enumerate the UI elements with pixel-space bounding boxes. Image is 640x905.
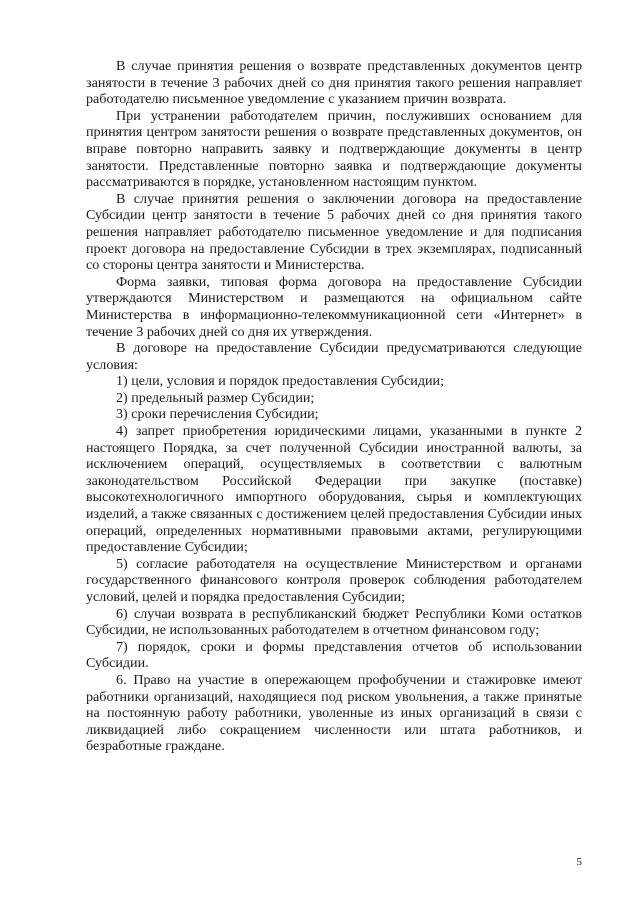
paragraph-training-right: 6. Право на участие в опережающем профобучении и стажировке имеют работники организаций, находящиеся под риском увольнения, а также принятые на постоянную работу работники, уволенные из иных организаций в связи с ликвидацией либо сокращением численности или штата работников, и безработные граждане. bbox=[86, 671, 582, 755]
paragraph-resubmission: При устранении работодателем причин, послуживших основанием для принятия центром занятости решения о возврате представленных документов, он вправе повторно направить заявку и подтверждающие документы в центр занятости. Представленные повторно заявка и подтверждающие документы рассматриваются в порядке, установленном настоящим пунктом. bbox=[86, 107, 582, 191]
paragraph-contract-conditions: В договоре на предоставление Субсидии предусматриваются следующие условия: bbox=[86, 340, 582, 373]
list-item-consent: 5) согласие работодателя на осуществление Министерством и органами государственного финансового контроля проверок соблюдения работодателем условий, целей и порядка предоставления Субсидии; bbox=[86, 555, 582, 605]
paragraph-contract-decision: В случае принятия решения о заключении договора на предоставление Субсидии центр занятости в течение 5 рабочих дней со дня принятия такого решения направляет работодателю письменное уведомление и для подписания проект договора на предоставление Субсидии в трех экземплярах, подписанный со стороны центра занятости и Министерства. bbox=[86, 190, 582, 274]
list-item-return-cases: 6) случаи возврата в республиканский бюджет Республики Коми остатков Субсидии, не использованных работодателем в отчетном финансовом году; bbox=[86, 605, 582, 639]
list-item-max-amount: 2) предельный размер Субсидии; bbox=[116, 389, 315, 406]
list-item-reporting: 7) порядок, сроки и формы представления отчетов об использовании Субсидии. bbox=[86, 638, 582, 672]
paragraph-return-decision: В случае принятия решения о возврате представленных документов центр занятости в течение 3 рабочих дней со дня принятия такого решения направляет работодателю письменное уведомление с указанием причин возврата. bbox=[86, 58, 582, 108]
list-item-goals: 1) цели, условия и порядок предоставления Субсидии; bbox=[116, 373, 445, 390]
page-number: 5 bbox=[576, 856, 582, 868]
list-item-transfer-dates: 3) сроки перечисления Субсидии; bbox=[116, 406, 319, 423]
list-item-currency-ban: 4) запрет приобретения юридическими лицами, указанными в пункте 2 настоящего Порядка, за счет полученной Субсидии иностранной валюты, за исключением операций, осуществляемых в соответствии с валютным законодательством Российской Федерации при закупке (поставке) высокотехнологичного импортного оборудования, сырья и комплектующих изделий, а также связанных с достижением целей предоставления Субсидии иных операций, определенных нормативными правовыми актами, регулирующими предоставление Субсидии; bbox=[86, 423, 582, 556]
paragraph-application-form: Форма заявки, типовая форма договора на предоставление Субсидии утверждаются Министерством и размещаются на официальном сайте Министерства в информационно-телекоммуникационной сети «Интернет» в течение 3 рабочих дней со дня их утверждения. bbox=[86, 273, 582, 340]
